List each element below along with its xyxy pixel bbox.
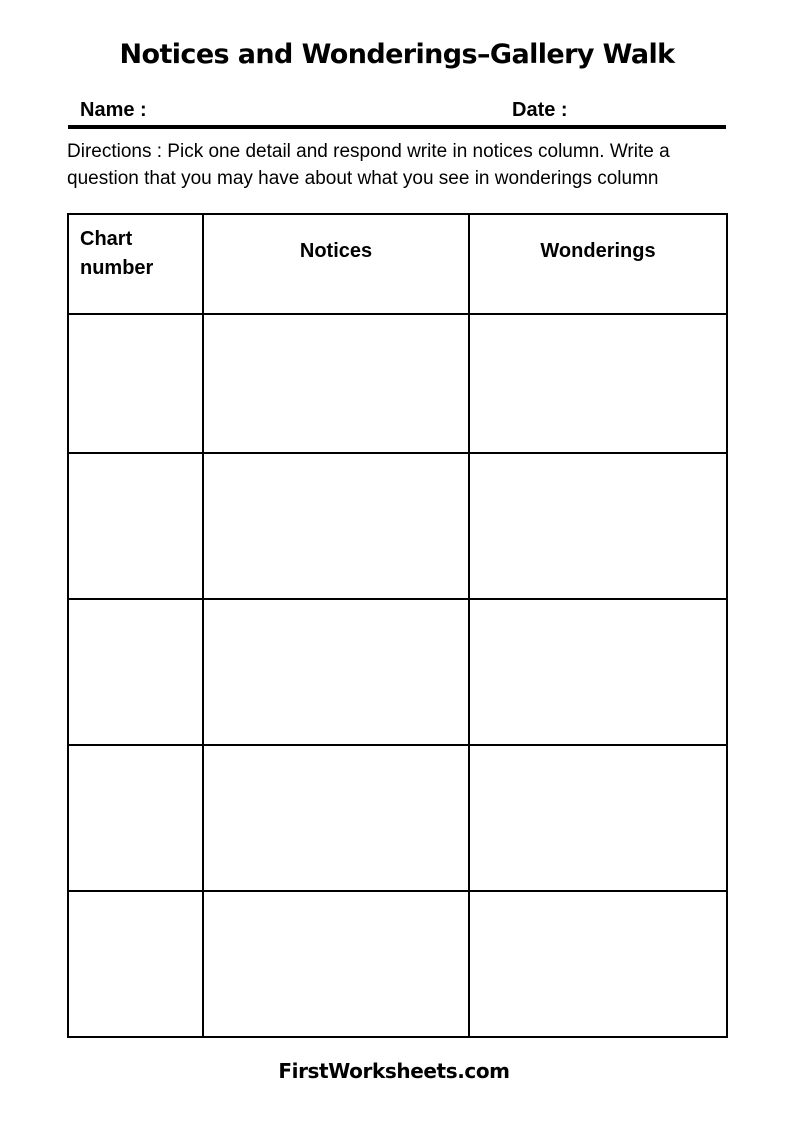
chart-number-cell[interactable] [68, 891, 203, 1037]
chart-number-cell[interactable] [68, 745, 203, 891]
wonderings-cell[interactable] [469, 453, 727, 599]
directions-text: Directions : Pick one detail and respond write in notices column. Write a question that you may have about what you see in wonderings column [67, 141, 670, 189]
table-row [68, 745, 727, 891]
table-header-row [68, 214, 727, 314]
column-header-notices: Notices [203, 214, 469, 314]
notices-cell[interactable] [203, 599, 469, 745]
wonderings-cell[interactable] [469, 745, 727, 891]
table-row [68, 599, 727, 745]
chart-number-cell[interactable] [68, 599, 203, 745]
column-header-chart-number: Chart number [68, 214, 203, 314]
chart-number-cell[interactable] [68, 453, 203, 599]
table-row [68, 314, 727, 453]
table-row [68, 891, 727, 1037]
header-divider [68, 125, 726, 129]
footer-site-name: FirstWorksheets.com [278, 1059, 510, 1083]
notices-cell[interactable] [203, 314, 469, 453]
column-header-wonderings: Wonderings [469, 214, 727, 314]
notices-cell[interactable] [203, 745, 469, 891]
wonderings-cell[interactable] [469, 891, 727, 1037]
notices-wonderings-table [67, 213, 728, 1038]
name-label: Name : [80, 99, 147, 121]
table-row [68, 453, 727, 599]
notices-cell[interactable] [203, 453, 469, 599]
page-title: Notices and Wonderings–Gallery Walk [119, 39, 675, 70]
notices-cell[interactable] [203, 891, 469, 1037]
wonderings-cell[interactable] [469, 314, 727, 453]
date-label: Date : [512, 99, 568, 121]
wonderings-cell[interactable] [469, 599, 727, 745]
chart-number-cell[interactable] [68, 314, 203, 453]
